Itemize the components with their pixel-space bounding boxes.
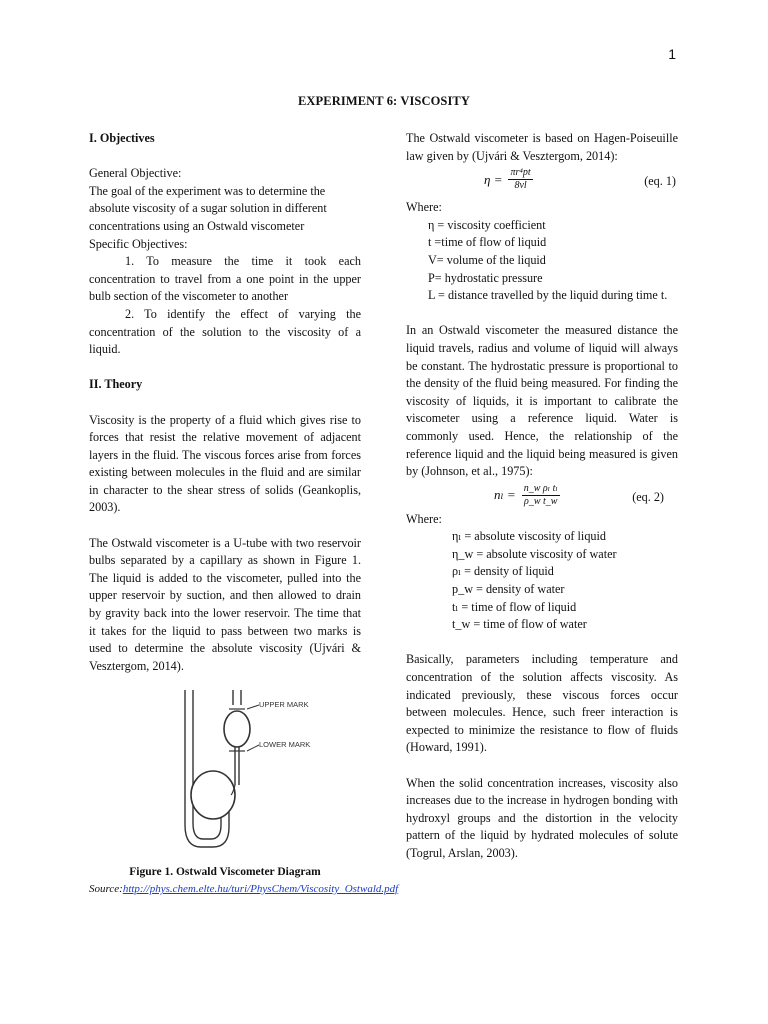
figure-source [89, 882, 399, 897]
var2-item: t_w = time of flow of water [452, 617, 587, 632]
eq2-lhs: nₗ = [494, 487, 516, 503]
eq2-numerator: n_w ρₗ tₗ [523, 482, 558, 494]
objectives-heading: I. Objectives [89, 131, 155, 145]
var1-item: P= hydrostatic pressure [428, 270, 543, 285]
page-number: 1 [668, 46, 676, 62]
lower-mark-label: LOWER MARK [259, 740, 311, 750]
solid-concentration-paragraph: When the solid concentration increases, viscosity also increases due to the increase in hydrogen bonding with hydroxyl groups and the distortion in the velocity pattern of the liquid by hydrated molecules of solute (Togrul, Arslan, 2003). [406, 775, 678, 860]
specific-objective-2: 2. To identify the effect of varying the concentration of the solution to the viscosity of a liquid. [89, 306, 361, 357]
right-column [406, 130, 678, 863]
specific-objective-1: 1. To measure the time it took each concentration to travel from a one point in the upper bulb section of the viscometer to another [89, 254, 361, 304]
variables-list-1 [428, 217, 678, 305]
where-label-2: Where: [406, 511, 442, 526]
eq1-numerator: πr⁴pt [510, 167, 531, 179]
eq2-label: (eq. 2) [632, 489, 664, 504]
eq1-lhs: η = [484, 171, 503, 187]
source-prefix: Source: [89, 883, 123, 895]
where-label-1: Where: [406, 200, 442, 215]
var1-item: t =time of flow of liquid [428, 235, 547, 250]
upper-mark-label: UPPER MARK [259, 700, 309, 710]
var2-item: η_w = absolute viscosity of water [452, 546, 617, 561]
theory-paragraph-2: The Ostwald viscometer is a U-tube with two reservoir bulbs separated by a capillary as shown in Figure 1. The liquid is added to the viscometer, pulled into the upper reservoir by suction, and then allowed to drain by gravity back into the lower reservoir. The time that it takes for the liquid to pass between two marks is used to determine the absolute viscosity (Ujvári & Vesztergom, 2014). [89, 535, 361, 673]
basically-paragraph: Basically, parameters including temperature and concentration of the solution affects viscosity. As indicated previously, these viscous forces occur between molecules. Hence, such freer interaction is expected to minimize the resistance to flow of fluids (Howard, 1991). [406, 652, 678, 755]
var1-item: L = distance travelled by the liquid during time t. [428, 288, 668, 303]
left-column [89, 130, 399, 897]
variables-list-2 [452, 528, 678, 634]
var1-item: V= volume of the liquid [428, 252, 546, 267]
theory-heading: II. Theory [89, 377, 143, 392]
eq1-label: (eq. 1) [644, 174, 676, 189]
document-title: EXPERIMENT 6: VISCOSITY [297, 94, 470, 108]
general-objective-text: The goal of the experiment was to determine the absolute viscosity of a sugar solution in different concentrations using an Ostwald viscometer [89, 183, 327, 233]
equation-1 [406, 165, 678, 199]
var2-item: p_w = density of water [452, 582, 565, 597]
general-objective-label: General Objective: [89, 166, 182, 181]
var2-item: tₗ = time of flow of liquid [452, 599, 577, 614]
theory-paragraph-1: Viscosity is the property of a fluid which gives rise to forces that resist the relative movement of adjacent layers in the fluid. The viscous forces arise from forces existing between molecules in the fluid and are similar in character to the shear stress of solids (Geankoplis, 2003). [89, 412, 361, 515]
ostwald-paragraph: In an Ostwald viscometer the measured distance the liquid travels, radius and volume of liquid will always be constant. The hydrostatic pressure is proportional to the density of the fluid being measured. For finding the viscosity of liquids, it is important to calibrate the viscometer using a reference liquid. Water is commonly used. Hence, the relationship of the reference liquid and the liquid being measured is given by (Johnson, et al., 1975): [406, 323, 678, 479]
eq2-denominator: ρ_w t_w [524, 495, 558, 507]
equation-2 [406, 481, 678, 511]
hagen-poiseuille-intro: The Ostwald viscometer is based on Hagen-Poiseuille law given by (Ujvári & Vesztergom, 2014): [406, 131, 678, 163]
source-link[interactable]: http://phys.chem.elte.hu/turi/PhysChem/Viscosity_Ostwald.pdf [122, 883, 399, 895]
viscometer-diagram [173, 685, 311, 855]
eq1-denominator: 8vl [514, 180, 527, 192]
var2-item: ηₗ = absolute viscosity of liquid [452, 529, 606, 544]
specific-objectives-label: Specific Objectives: [89, 236, 188, 251]
var1-item: η = viscosity coefficient [428, 217, 546, 232]
var2-item: ρₗ = density of liquid [452, 564, 554, 579]
ostwald-viscometer-figure [89, 685, 361, 860]
figure-caption: Figure 1. Ostwald Viscometer Diagram [129, 866, 321, 879]
